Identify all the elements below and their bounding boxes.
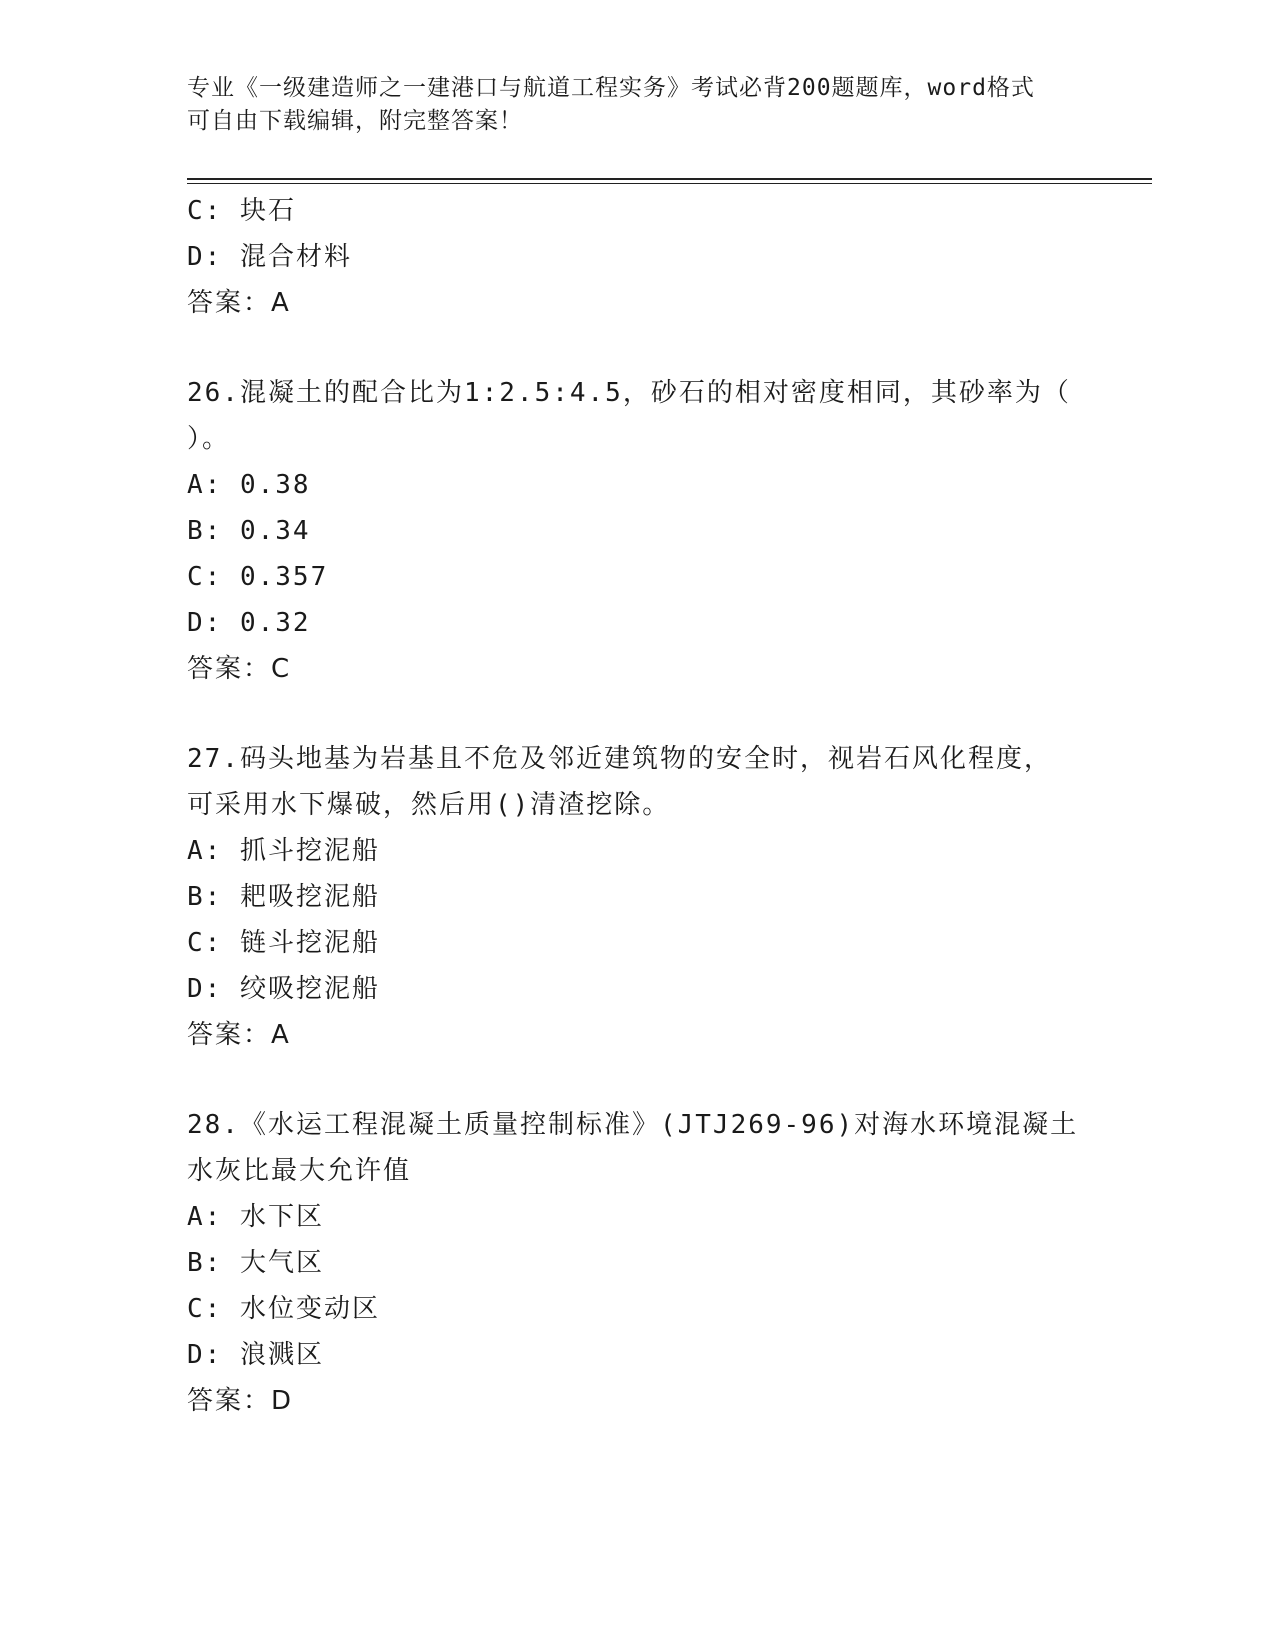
document-header — [187, 72, 1067, 138]
question-stem-line-1: 26.混凝土的配合比为1:2.5:4.5，砂石的相对密度相同，其砂率为（ — [187, 378, 1071, 408]
header-title-line-2: 可自由下载编辑，附完整答案！ — [187, 108, 523, 134]
option-text: 水位变动区 — [239, 1294, 380, 1324]
option-text: 浪溅区 — [239, 1340, 324, 1370]
option-text: 水下区 — [239, 1202, 324, 1232]
option-label: D: — [187, 1340, 223, 1370]
option-label: B: — [187, 1248, 223, 1278]
question-stem-line-2: ）。 — [187, 424, 231, 454]
option-text: 链斗挖泥船 — [239, 928, 380, 958]
option-label: C: — [187, 196, 223, 226]
option-text: 耙吸挖泥船 — [239, 882, 380, 912]
option-label: B: — [187, 516, 223, 546]
option-label: D: — [187, 608, 223, 638]
question-spacer — [187, 1058, 1067, 1102]
question-26 — [187, 370, 1071, 692]
question-list — [187, 188, 1079, 1424]
option-c — [187, 554, 1067, 600]
question-27 — [187, 736, 1067, 1058]
option-text: 0.34 — [239, 516, 311, 546]
option-a — [187, 1194, 1067, 1240]
question-25-continuation — [187, 188, 1067, 326]
option-text: 抓斗挖泥船 — [239, 836, 380, 866]
option-label: D: — [187, 242, 223, 272]
option-c — [187, 920, 1067, 966]
option-d — [187, 966, 1067, 1012]
option-text: 0.357 — [239, 562, 329, 592]
option-text: 0.32 — [239, 608, 311, 638]
option-b — [187, 508, 1067, 554]
question-spacer — [187, 692, 1067, 736]
option-label: C: — [187, 1294, 223, 1324]
question-spacer — [187, 326, 1067, 370]
question-28 — [187, 1102, 1079, 1424]
option-label: C: — [187, 562, 223, 592]
header-divider-thin — [187, 183, 1152, 184]
option-a — [187, 828, 1067, 874]
answer-line: 答案：D — [187, 1386, 294, 1416]
question-stem-line-2: 水灰比最大允许值 — [187, 1156, 412, 1186]
answer-line: 答案：A — [187, 288, 291, 318]
option-d — [187, 600, 1067, 646]
answer-line: 答案：C — [187, 654, 292, 684]
option-c — [187, 188, 1067, 234]
option-c — [187, 1286, 1067, 1332]
option-text: 0.38 — [239, 470, 311, 500]
option-label: A: — [187, 836, 223, 866]
option-a — [187, 462, 1067, 508]
header-title-line-1: 专业《一级建造师之一建港口与航道工程实务》考试必背200题题库，word格式 — [187, 75, 1035, 101]
option-b — [187, 1240, 1067, 1286]
option-text: 大气区 — [239, 1248, 324, 1278]
option-b — [187, 874, 1067, 920]
option-text: 绞吸挖泥船 — [239, 974, 380, 1004]
option-label: D: — [187, 974, 223, 1004]
option-label: A: — [187, 470, 223, 500]
option-d — [187, 234, 1067, 280]
question-stem-line-2: 可采用水下爆破，然后用()清渣挖除。 — [187, 790, 671, 820]
question-stem-line-1: 27.码头地基为岩基且不危及邻近建筑物的安全时，视岩石风化程度， — [187, 744, 1052, 774]
answer-line: 答案：A — [187, 1020, 291, 1050]
option-text: 混合材料 — [239, 242, 352, 272]
option-label: C: — [187, 928, 223, 958]
option-d — [187, 1332, 1067, 1378]
option-text: 块石 — [239, 196, 296, 226]
option-label: B: — [187, 882, 223, 912]
question-stem-line-1: 28.《水运工程混凝土质量控制标准》(JTJ269-96)对海水环境混凝土 — [187, 1110, 1079, 1140]
header-divider-thick — [187, 178, 1152, 180]
option-label: A: — [187, 1202, 223, 1232]
